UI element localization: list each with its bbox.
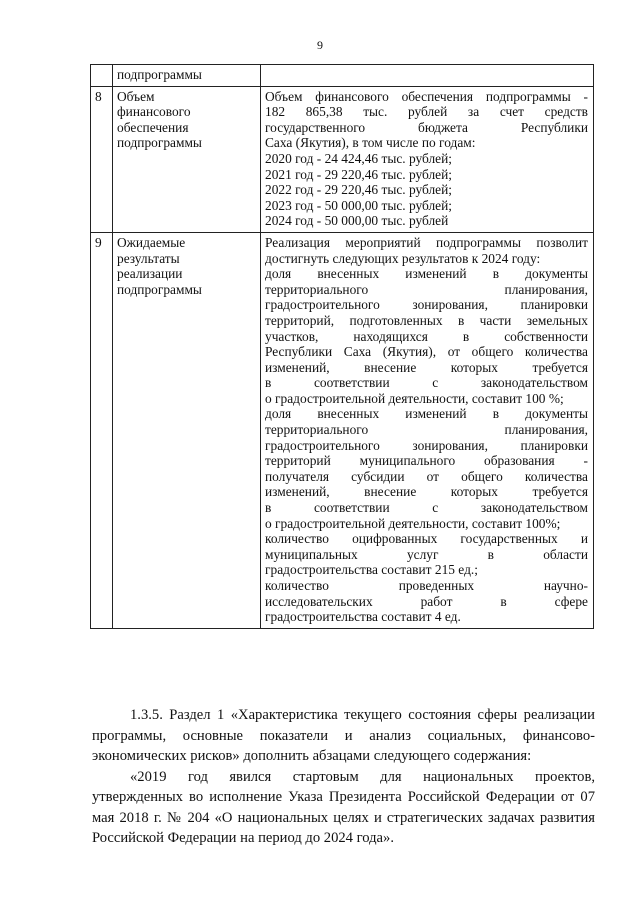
text-line: изменений, внесение которых требуется <box>265 359 588 375</box>
text-line: государственного бюджета Республики <box>265 119 588 135</box>
paragraph-line: «2019 год явился стартовым для национальных проектов, <box>130 768 595 785</box>
row-label-text: подпрограммы <box>117 67 202 82</box>
text-line: 2021 год - 29 220,46 тыс. рублей; <box>265 166 452 182</box>
row-label-cell <box>113 86 261 232</box>
text-line: муниципальных услуг в области <box>265 546 588 562</box>
text-line: 182 865,38 тыс. рублей за счет средств <box>265 104 588 120</box>
row-label-line: подпрограммы <box>117 281 202 297</box>
text-line: достигнуть следующих результатов к 2024 году: <box>265 250 541 266</box>
table-row <box>91 86 594 232</box>
subprogram-passport-table <box>90 64 594 629</box>
paragraph-line: программы, основные показатели и анализ социальных, финансово- <box>92 727 595 744</box>
table-row <box>91 232 594 628</box>
text-line: 2024 год - 50 000,00 тыс. рублей <box>265 213 449 229</box>
paragraph-line: Российской Федерации на период до 2024 года». <box>92 830 394 846</box>
row-content-cell <box>261 232 594 628</box>
text-line: доля внесенных изменений в документы <box>265 266 588 282</box>
paragraph-line: экономических рисков» дополнить абзацами следующего содержания: <box>92 748 532 764</box>
row-number-cell: 8 <box>91 86 113 232</box>
text-line: градостроительного зонирования, планировки <box>265 297 588 313</box>
row-label-line: обеспечения <box>117 119 189 135</box>
paragraph-line: мая 2018 г. № 204 «О национальных целях и стратегических задачах развития <box>92 809 595 826</box>
text-line: доля внесенных изменений в документы <box>265 406 588 422</box>
text-line: в соответствии с законодательством <box>265 375 588 391</box>
paragraph-line: 1.3.5. Раздел 1 «Характеристика текущего состояния сферы реализации <box>130 707 595 723</box>
row-label-line: реализации <box>117 266 183 282</box>
paragraph-line: утвержденных во исполнение Указа Президента Российской Федерации от 07 <box>92 789 595 805</box>
row-label-line: Ожидаемые <box>117 234 186 250</box>
amendment-paragraph <box>92 705 595 726</box>
text-line: количество оцифрованных государственных и <box>265 531 588 547</box>
text-line: территорий муниципального образования - <box>265 453 588 469</box>
text-line: Объем финансового обеспечения подпрограммы - <box>265 88 588 104</box>
row-content-cell <box>261 65 594 87</box>
row-label-cell <box>113 65 261 87</box>
text-line: Республики Саха (Якутия), от общего количества <box>265 344 588 360</box>
text-line: в соответствии с законодательством <box>265 500 588 516</box>
row-label-line: финансового <box>117 104 191 120</box>
text-line: 2022 год - 29 220,46 тыс. рублей; <box>265 182 452 198</box>
page-number: 9 <box>317 38 323 52</box>
text-line: о градостроительной деятельности, составит 100 %; <box>265 390 564 406</box>
text-line: Реализация мероприятий подпрограммы позволит <box>265 234 588 250</box>
text-line: территориального планирования, <box>265 422 588 438</box>
amendment-paragraph-cont <box>92 726 595 767</box>
text-line: 2023 год - 50 000,00 тыс. рублей; <box>265 197 452 213</box>
text-line: территориального планирования, <box>265 281 588 297</box>
row-content-cell <box>261 86 594 232</box>
text-line: получателя субсидии от общего количества <box>265 468 588 484</box>
text-line: градостроительства составит 4 ед. <box>265 609 461 625</box>
text-line: градостроительства составит 215 ед.; <box>265 562 478 578</box>
text-line: исследовательских работ в сфере <box>265 593 588 609</box>
text-line: количество проведенных научно- <box>265 578 588 593</box>
text-line: участков, находящихся в собственности <box>265 328 588 344</box>
text-line: о градостроительной деятельности, составит 100%; <box>265 515 561 531</box>
text-line: Саха (Якутия), в том числе по годам: <box>265 135 476 151</box>
quoted-paragraph-cont <box>92 787 595 849</box>
text-line: изменений, внесение которых требуется <box>265 484 588 500</box>
table-row <box>91 65 594 87</box>
row-label-line: подпрограммы <box>117 135 202 151</box>
row-label-line: результаты <box>117 250 180 266</box>
text-line: 2020 год - 24 424,46 тыс. рублей; <box>265 150 452 166</box>
quoted-paragraph <box>92 767 595 788</box>
row-label-line: Объем <box>117 88 155 104</box>
row-number-cell: 9 <box>91 232 113 628</box>
row-label-cell <box>113 232 261 628</box>
text-line: градостроительного зонирования, планировки <box>265 437 588 453</box>
text-line: территорий, подготовленных в части земельных <box>265 312 588 328</box>
row-number-cell <box>91 65 113 87</box>
